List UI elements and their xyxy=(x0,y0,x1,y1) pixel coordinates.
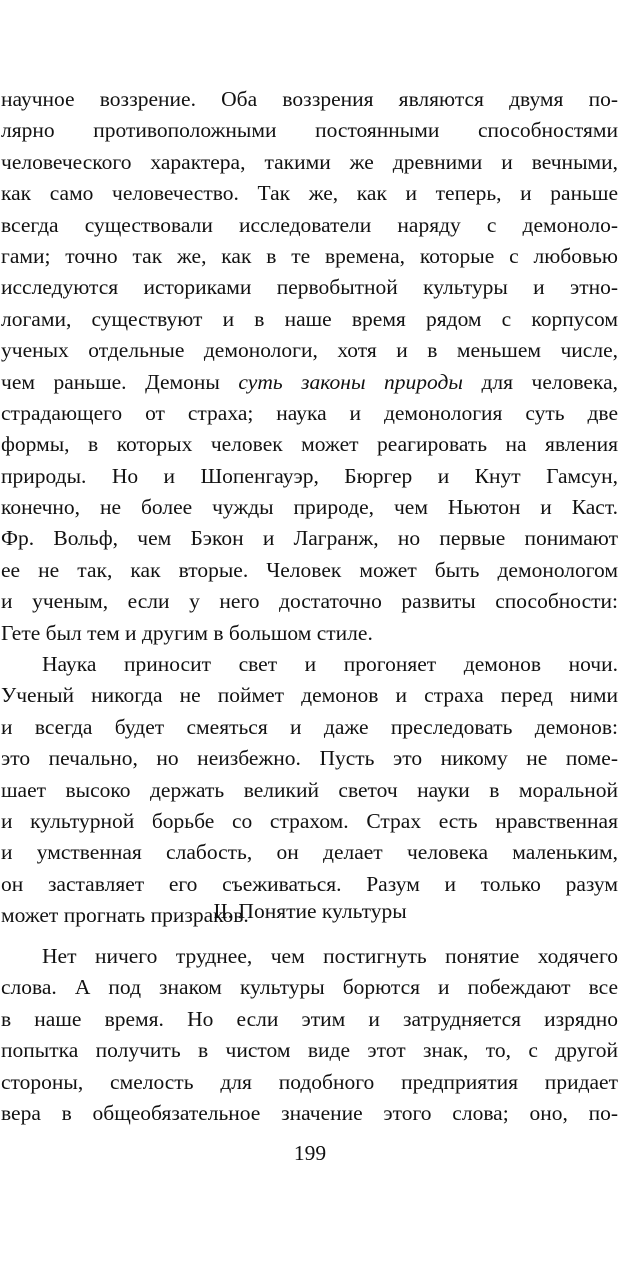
text-line: человеческого характера, такими же древними и вечными, xyxy=(1,149,618,174)
paragraph xyxy=(0,649,620,932)
paragraph xyxy=(0,84,620,649)
text-line: вера в общеобязательное значение этого слова; оно, по- xyxy=(1,1100,618,1125)
text-line: природы. Но и Шопенгауэр, Бюргер и Кнут Гамсун, xyxy=(1,463,618,488)
text-line: конечно, не более чужды природе, чем Ньютон и Каст. xyxy=(1,495,618,520)
text-line: Гете был тем и другим в большом стиле. xyxy=(1,620,373,645)
text-line: как само человечество. Так же, как и теперь, и раньше xyxy=(1,181,618,206)
page-number: 199 xyxy=(293,1141,327,1165)
text-line: это печально, но неизбежно. Пусть это никому не поме- xyxy=(1,746,618,771)
text-line: Ученый никогда не поймет демонов и страха перед ними xyxy=(1,683,618,708)
text-line: и ученым, если у него достаточно развиты способности: xyxy=(1,589,618,614)
text-line: лярно противоположными постоянными способностями xyxy=(1,118,618,143)
text-line: научное воззрение. Оба воззрения являются двумя по- xyxy=(1,87,618,111)
text-line: шает высоко держать великий светоч науки в моральной xyxy=(1,777,618,802)
text-line: Нет ничего труднее, чем постигнуть понятие ходячего xyxy=(42,944,618,968)
paragraph xyxy=(0,941,620,1129)
text-line: в наше время. Но если этим и затрудняется изрядно xyxy=(1,1006,618,1031)
text-line: слова. А под знаком культуры борются и побеждают все xyxy=(1,975,618,1000)
italic-phrase: суть законы природы xyxy=(238,369,463,394)
text-line: ее не так, как вторые. Человек может быть демонологом xyxy=(1,557,618,582)
text-line: и всегда будет смеяться и даже преследовать демонов: xyxy=(1,714,618,739)
text-line: всегда существовали исследователи наряду с демоноло- xyxy=(1,212,618,237)
text-line: и культурной борьбе со страхом. Страх есть нравственная xyxy=(1,808,618,833)
text-line: Наука приносит свет и прогоняет демонов ночи. xyxy=(42,652,618,677)
text-line: ученых отдельные демонологи, хотя и в меньшем числе, xyxy=(1,338,618,363)
text-line: попытка получить в чистом виде этот знак, то, с другой xyxy=(1,1038,618,1063)
text-line: Фр. Вольф, чем Бэкон и Лагранж, но первые понимают xyxy=(1,526,618,551)
text-line: формы, в которых человек может реагировать на явления xyxy=(1,432,618,457)
section-heading: II. Понятие культуры xyxy=(213,899,407,923)
text-line: страдающего от страха; наука и демонология суть две xyxy=(1,400,618,425)
body-text-top xyxy=(0,84,620,932)
text-line: гами; точно так же, как в те времена, которые с любовью xyxy=(1,243,618,268)
text-line: исследуются историками первобытной культуры и этно- xyxy=(1,275,618,300)
text-line: и умственная слабость, он делает человека маленьким, xyxy=(1,840,618,865)
text-line: логами, существуют и в наше время рядом с корпусом xyxy=(1,306,618,331)
text-segment: для человека, xyxy=(462,369,618,394)
text-line: он заставляет его съеживаться. Разум и только разум xyxy=(1,871,618,896)
text-segment: чем раньше. Демоны xyxy=(1,369,239,394)
text-line-with-italic xyxy=(0,367,620,398)
text-line: стороны, смелость для подобного предприятия придает xyxy=(1,1069,618,1094)
text-line: может прогнать призраков. xyxy=(1,903,249,928)
body-text-bottom xyxy=(0,941,620,1129)
